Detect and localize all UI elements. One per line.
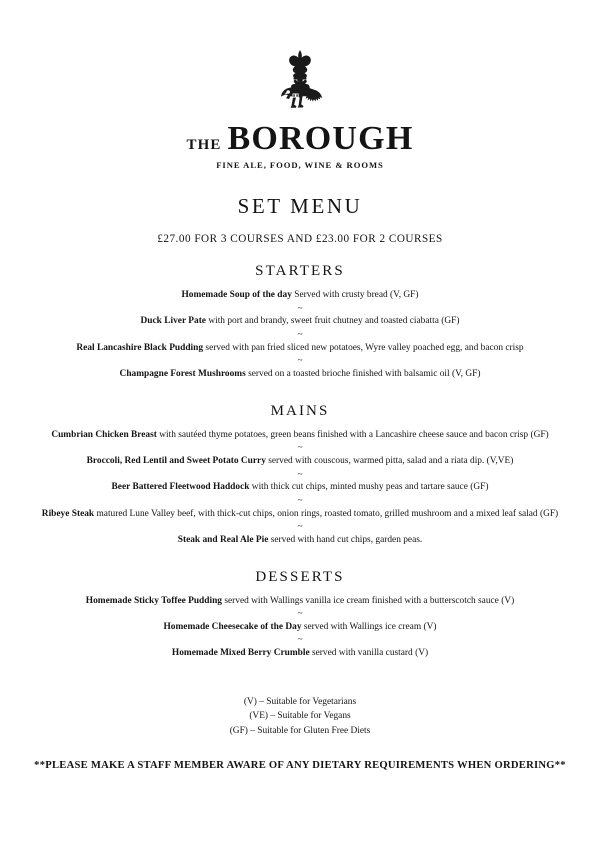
legend-row: (V) – Suitable for Vegetarians — [243, 696, 357, 707]
menu-item — [18, 621, 582, 635]
menu-item-name: Broccoli, Red Lentil and Sweet Potato Curry — [86, 455, 266, 466]
menu-item-name: Real Lancashire Black Pudding — [76, 342, 204, 353]
menu-item-list — [18, 429, 582, 548]
item-separator: ~ — [297, 443, 303, 454]
menu-item-name: Steak and Real Ale Pie — [177, 534, 269, 545]
menu-item-list — [18, 595, 582, 661]
menu-item-name: Ribeye Steak — [41, 508, 95, 519]
menu-item — [18, 342, 582, 356]
menu-item — [18, 429, 582, 443]
menu-item — [18, 534, 582, 548]
menu-item-name: Homemade Soup of the day — [181, 290, 292, 301]
menu-item-description: served with pan fried sliced new potatoes, Wyre valley poached egg, and bacon crisp — [203, 342, 524, 353]
section-title-mains: MAINS — [270, 402, 330, 419]
menu-item-description: with sautéed thyme potatoes, green beans finished with a Lancashire cheese sauce and bacon crisp (GF) — [156, 429, 549, 440]
item-separator: ~ — [297, 522, 303, 533]
item-separator: ~ — [297, 609, 303, 620]
menu-item — [18, 481, 582, 495]
brand-wordmark — [18, 122, 582, 156]
brand-the: THE — [186, 137, 222, 153]
menu-item-description: Served with crusty bread (V, GF) — [291, 290, 419, 301]
menu-item-name: Homemade Cheesecake of the Day — [163, 621, 302, 632]
legend-row: (GF) – Suitable for Gluten Free Diets — [229, 725, 371, 736]
item-separator: ~ — [297, 495, 303, 506]
brand-tagline: FINE ALE, FOOD, WINE & ROOMS — [216, 160, 384, 170]
menu-item — [18, 315, 582, 329]
dietary-requirements-note: **PLEASE MAKE A STAFF MEMBER AWARE OF ANY DIETARY REQUIREMENTS WHEN ORDERING** — [34, 760, 566, 772]
item-separator: ~ — [297, 356, 303, 367]
brand-name: BOROUGH — [227, 120, 414, 157]
legend-row: (VE) – Suitable for Vegans — [249, 711, 351, 722]
menu-item — [18, 455, 582, 469]
menu-item-description: served with Wallings vanilla ice cream finished with a butterscotch sauce (V) — [222, 595, 515, 606]
menu-item — [18, 289, 582, 303]
section-title-starters: STARTERS — [255, 263, 345, 280]
menu-item-list — [18, 289, 582, 382]
menu-item-name: Homemade Mixed Berry Crumble — [171, 648, 310, 659]
menu-item — [18, 508, 582, 522]
section-title-desserts: DESSERTS — [255, 568, 345, 585]
fleur-de-lis-and-lion-crest-icon — [269, 48, 331, 120]
menu-item — [18, 595, 582, 609]
menu-item-name: Duck Liver Pate — [140, 316, 206, 327]
menu-item-name: Beer Battered Fleetwood Haddock — [111, 482, 250, 493]
menu-item-name: Champagne Forest Mushrooms — [119, 369, 246, 379]
menu-item-description: with thick cut chips, minted mushy peas and tartare sauce (GF) — [249, 482, 489, 493]
menu-item-description: with port and brandy, sweet fruit chutney and toasted ciabatta (GF) — [205, 316, 460, 327]
menu-item-name: Cumbrian Chicken Breast — [51, 429, 157, 440]
item-separator: ~ — [297, 635, 303, 646]
menu-item-description: served on a toasted brioche finished with balsamic oil (V, GF) — [245, 369, 481, 379]
menu-item-description: served with hand cut chips, garden peas. — [268, 534, 423, 545]
price-line: £27.00 FOR 3 COURSES AND £23.00 FOR 2 COURSES — [157, 233, 443, 246]
menu-item-description: served with vanilla custard (V) — [309, 648, 429, 659]
menu-sections — [18, 263, 582, 661]
item-separator: ~ — [297, 330, 303, 340]
item-separator: ~ — [297, 303, 303, 314]
menu-item-description: served with Wallings ice cream (V) — [301, 621, 437, 632]
brand-logo — [18, 0, 582, 170]
page-title: SET MENU — [237, 194, 363, 218]
menu-item-name: Homemade Sticky Toffee Pudding — [85, 595, 222, 606]
menu-item — [18, 368, 582, 382]
menu-item-description: matured Lune Valley beef, with thick-cut chips, onion rings, roasted tomato, grilled mushroom and a mixed leaf salad (GF) — [94, 508, 559, 519]
menu-item-description: served with couscous, warmed pitta, salad and a riata dip. (V,VE) — [265, 455, 514, 466]
dietary-legend — [18, 695, 582, 739]
menu-item — [18, 647, 582, 661]
item-separator: ~ — [297, 469, 303, 480]
